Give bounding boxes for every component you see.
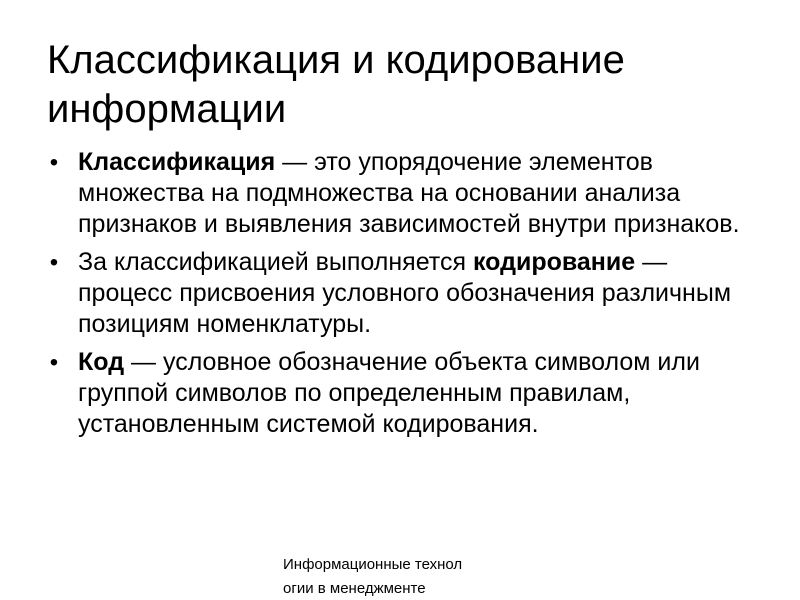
bullet-item-classification xyxy=(40,147,740,240)
term-classification: Классификация xyxy=(78,148,276,176)
coding-intro: За классификацией выполняется xyxy=(78,248,473,276)
footer-line-2: огии в менеджменте xyxy=(283,580,426,597)
definition-classification: — это упорядочение элементов множества на подмножества на основании анализа признаков и выявления зависимостей внутри признаков. xyxy=(78,148,740,238)
term-coding: кодирование xyxy=(472,248,636,276)
bullet-dot-icon: • xyxy=(49,249,59,276)
slide-title: Классификация и кодирование информации xyxy=(47,38,625,131)
bullet-item-code xyxy=(40,347,740,440)
bullet-list xyxy=(40,147,740,447)
bullet-dot-icon: • xyxy=(49,149,59,176)
bullet-item-coding xyxy=(40,247,740,340)
term-code: Код xyxy=(78,348,125,376)
footer-line-1: Информационные технол xyxy=(283,556,463,573)
bullet-dot-icon: • xyxy=(49,349,59,376)
definition-code: — условное обозначение объекта символом или группой символов по определенным правилам, установленным системой кодирования. xyxy=(78,348,700,438)
slide-footer xyxy=(283,553,543,600)
definition-coding: — процесс присвоения условного обозначения различным позициям номенклатуры. xyxy=(78,248,732,338)
